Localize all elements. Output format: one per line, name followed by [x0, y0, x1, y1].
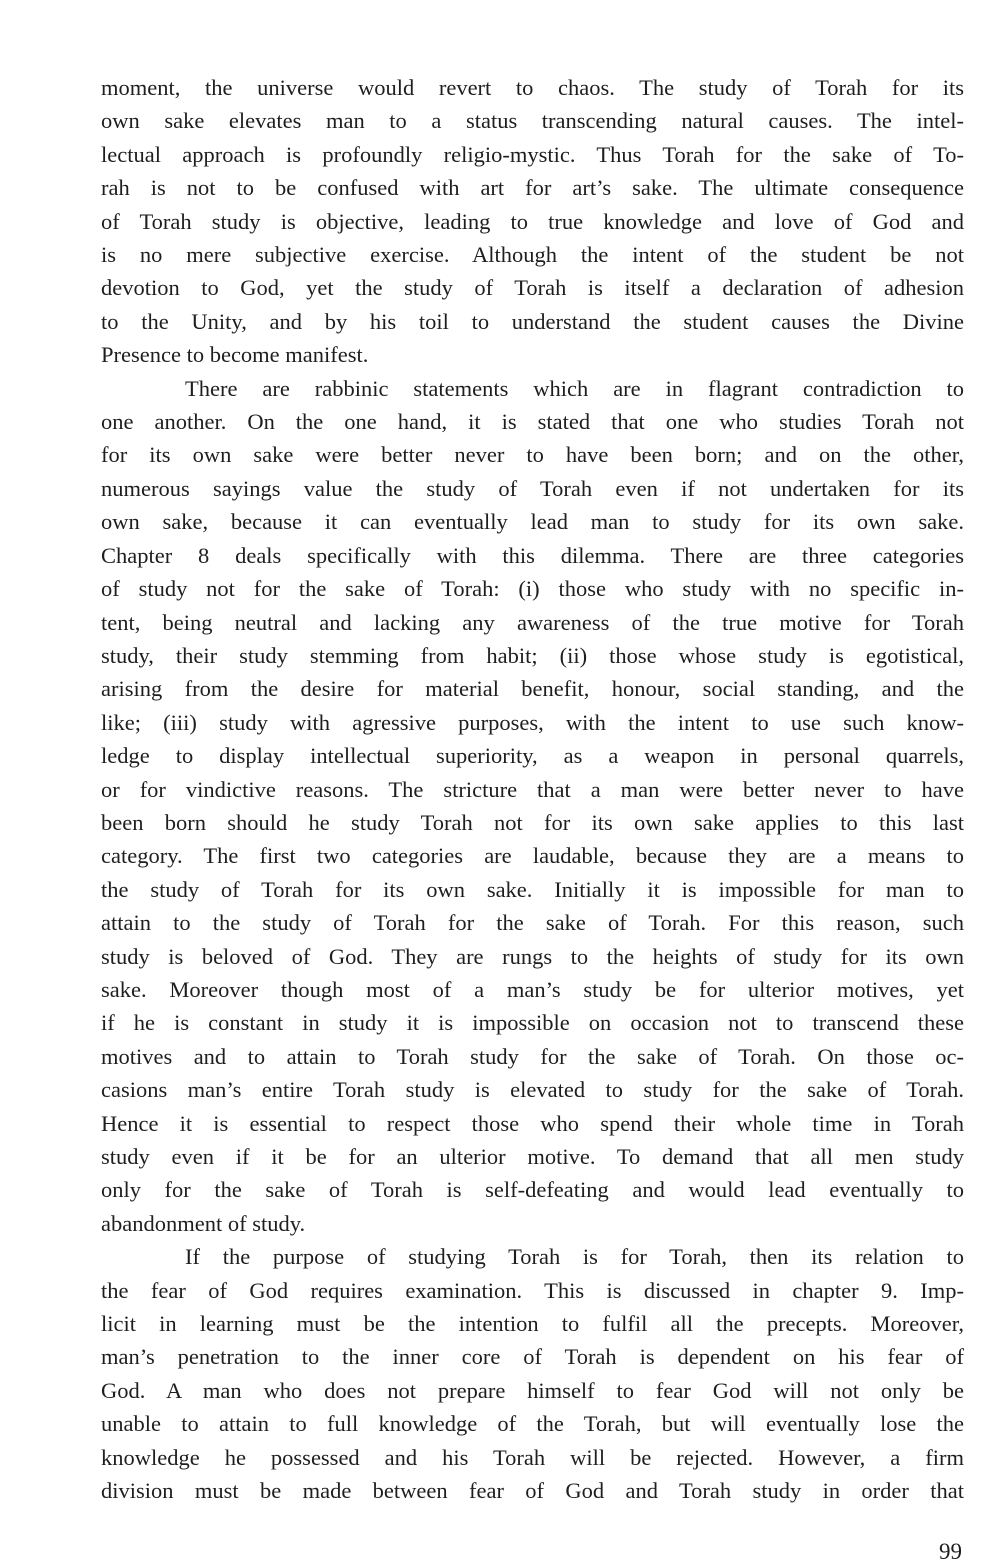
text-line: Hence it is essential to respect those who spend their whole time in Torah [101, 1110, 964, 1136]
text-line: of study not for the sake of Torah: (i) those who study with no specific in- [101, 576, 964, 602]
text-line: ledge to display intellectual superiority, as a weapon in personal quarrels, [101, 743, 964, 769]
text-line: division must be made between fear of God and Torah study in order that [101, 1478, 964, 1504]
text-line: one another. On the one hand, it is stated that one who studies Torah not [101, 409, 964, 435]
text-line: tent, being neutral and lacking any awareness of the true motive for Torah [101, 609, 964, 635]
paragraph [101, 1240, 964, 1507]
page-number: 99 [939, 1539, 962, 1564]
text-line: knowledge he possessed and his Torah will be rejected. However, a firm [101, 1444, 964, 1470]
text-line: own sake elevates man to a status transcending natural causes. The intel- [101, 108, 964, 134]
text-line: licit in learning must be the intention to fulfil all the precepts. Moreover, [101, 1311, 964, 1337]
text-line: only for the sake of Torah is self-defeating and would lead eventually to [101, 1177, 964, 1203]
text-line: study, their study stemming from habit; (ii) those whose study is egotistical, [101, 642, 964, 668]
text-line: devotion to God, yet the study of Torah is itself a declaration of adhesion [101, 275, 964, 301]
text-line: is no mere subjective exercise. Although the intent of the student be not [101, 242, 964, 268]
paragraph [101, 71, 964, 372]
text-line: sake. Moreover though most of a man’s study be for ulterior motives, yet [101, 976, 964, 1002]
text-line: lectual approach is profoundly religio-mystic. Thus Torah for the sake of To- [101, 141, 964, 167]
text-line: moment, the universe would revert to chaos. The study of Torah for its [101, 75, 964, 100]
text-line: numerous sayings value the study of Torah even if not undertaken for its [101, 475, 964, 501]
text-line: study is beloved of God. They are rungs to the heights of study for its own [101, 943, 964, 969]
text-line: the study of Torah for its own sake. Initially it is impossible for man to [101, 876, 964, 902]
text-line: category. The first two categories are laudable, because they are a means to [101, 843, 964, 869]
text-line: arising from the desire for material benefit, honour, social standing, and the [101, 676, 964, 702]
text-line: God. A man who does not prepare himself to fear God will not only be [101, 1377, 964, 1403]
text-line: There are rabbinic statements which are in flagrant contradiction to [185, 375, 964, 401]
text-line: motives and to attain to Torah study for the sake of Torah. On those oc- [101, 1043, 964, 1069]
text-line: Presence to become manifest. [101, 342, 369, 368]
text-line: If the purpose of studying Torah is for Torah, then its relation to [185, 1244, 964, 1270]
text-line: or for vindictive reasons. The stricture that a man were better never to have [101, 776, 964, 802]
text-line: if he is constant in study it is impossible on occasion not to transcend these [101, 1010, 964, 1036]
text-line: for its own sake were better never to have been born; and on the other, [101, 442, 964, 468]
paragraph [101, 372, 964, 1241]
text-line: been born should he study Torah not for its own sake applies to this last [101, 809, 964, 835]
text-line: the fear of God requires examination. This is discussed in chapter 9. Imp- [101, 1277, 964, 1303]
text-line: Chapter 8 deals specifically with this dilemma. There are three categories [101, 542, 964, 568]
text-line: rah is not to be confused with art for art’s sake. The ultimate consequence [101, 175, 964, 201]
text-line: abandonment of study. [101, 1210, 306, 1236]
text-line: unable to attain to full knowledge of the Torah, but will eventually lose the [101, 1411, 964, 1437]
text-line: casions man’s entire Torah study is elevated to study for the sake of Torah. [101, 1077, 964, 1103]
text-line: to the Unity, and by his toil to understand the student causes the Divine [101, 308, 964, 334]
text-line: of Torah study is objective, leading to true knowledge and love of God and [101, 208, 964, 234]
text-line: study even if it be for an ulterior motive. To demand that all men study [101, 1144, 964, 1169]
text-line: attain to the study of Torah for the sake of Torah. For this reason, such [101, 910, 964, 936]
body-text [101, 71, 964, 1507]
text-line: like; (iii) study with agressive purposes, with the intent to use such know- [101, 709, 964, 735]
text-line: own sake, because it can eventually lead man to study for its own sake. [101, 509, 964, 535]
text-line: man’s penetration to the inner core of Torah is dependent on his fear of [101, 1344, 964, 1370]
